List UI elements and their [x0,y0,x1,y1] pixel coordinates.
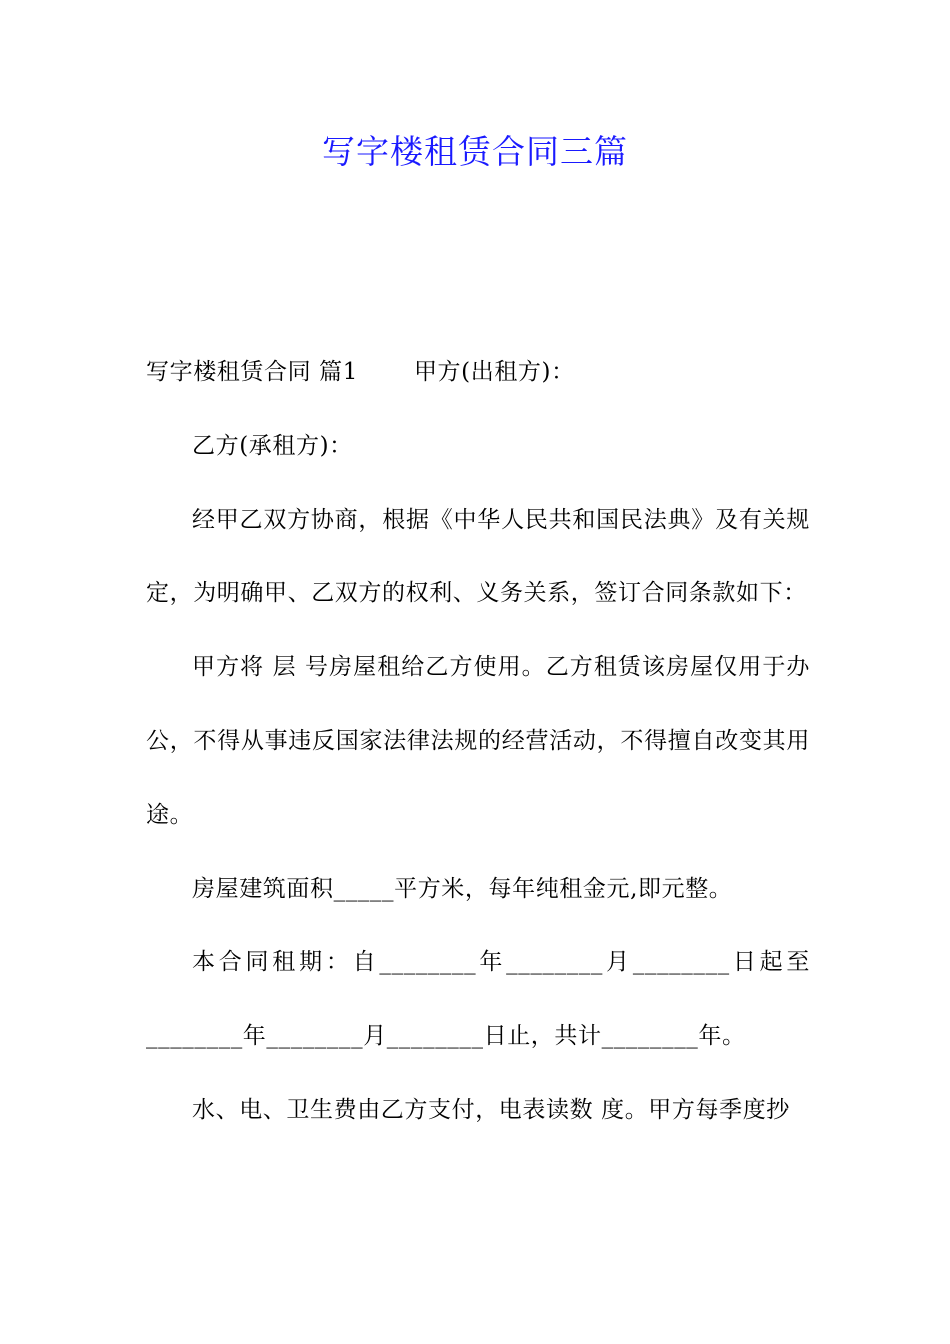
paragraph: 本合同租期：自________年________月________日起至________年________月________日止，共计________年。 [146,949,810,1050]
document-body [146,336,810,1148]
paragraph: 乙方(承租方)： [192,432,353,459]
paragraph: 房屋建筑面积_____平方米，每年纯租金元,即元整。 [192,875,733,902]
heading-line [146,336,810,410]
paragraph: 甲方将 层 号房屋租给乙方使用。乙方租赁该房屋仅用于办公，不得从事违反国家法律法规的经营活动，不得擅自改变其用途。 [146,654,810,828]
section-heading: 写字楼租赁合同 篇1 [146,359,358,385]
document-title: 写字楼租赁合同三篇 [322,132,628,171]
party-a-label: 甲方(出租方)： [413,359,575,385]
paragraph: 水、电、卫生费由乙方支付，电表读数 度。甲方每季度抄 [192,1096,790,1123]
paragraph: 经甲乙双方协商，根据《中华人民共和国民法典》及有关规定，为明确甲、乙双方的权利、义务关系，签订合同条款如下： [146,506,810,607]
